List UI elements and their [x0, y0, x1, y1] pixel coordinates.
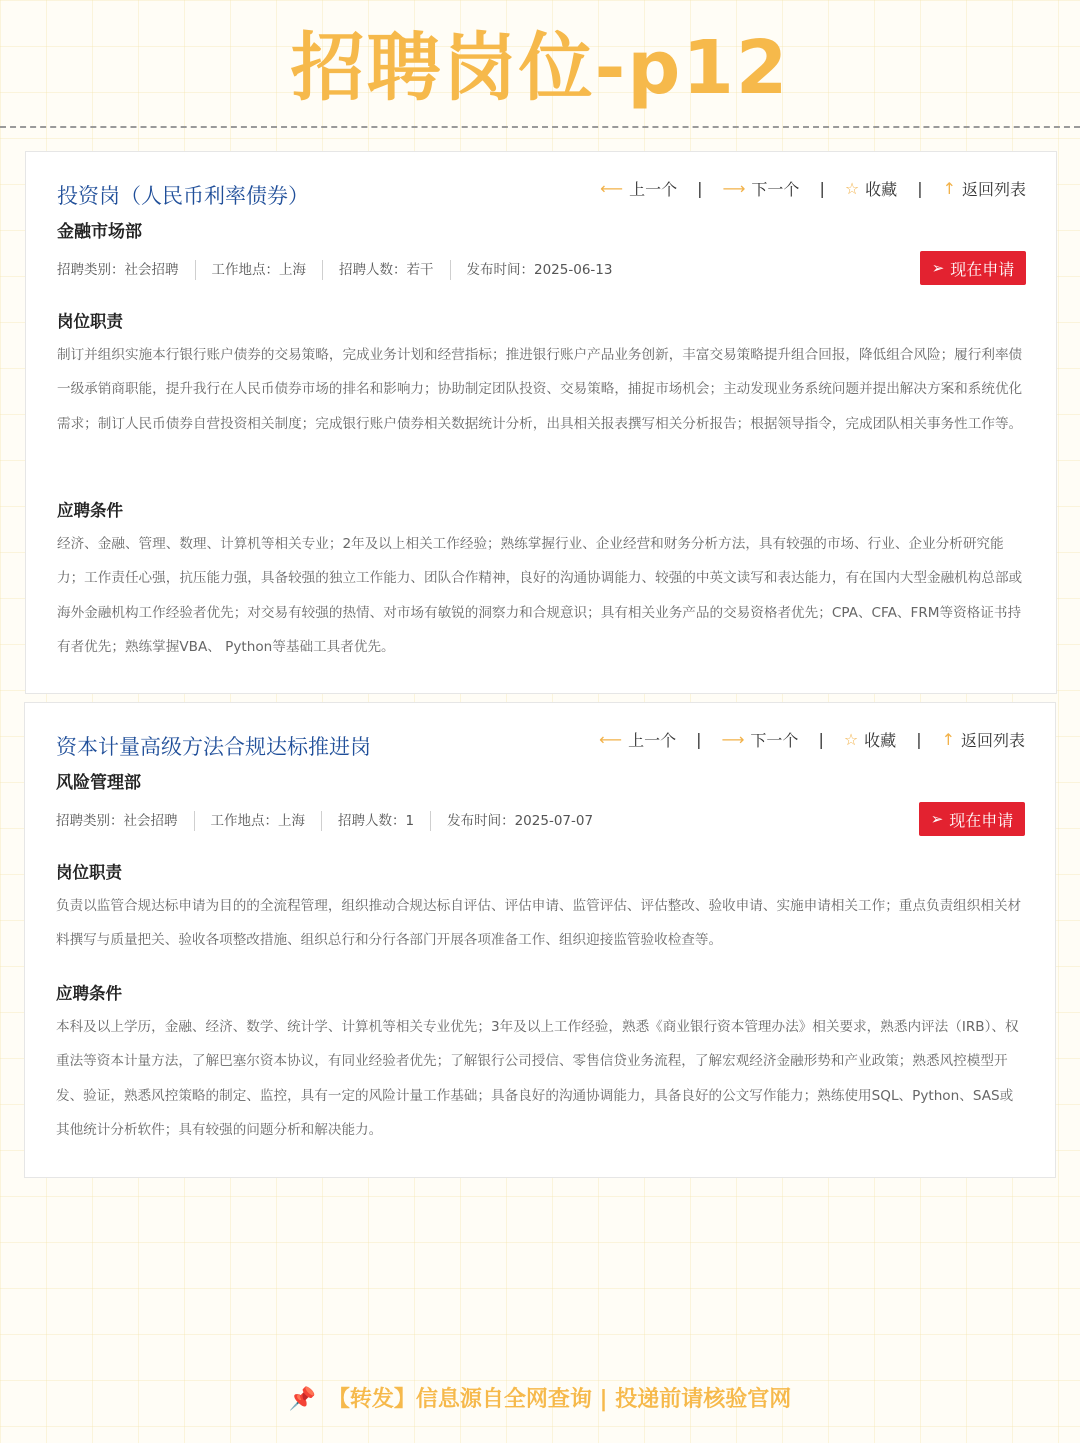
arrow-up-icon: ↑: [942, 178, 956, 198]
arrow-left-icon: ⟵: [599, 729, 623, 749]
page-title: 招聘岗位-p12: [290, 25, 790, 111]
paper-plane-icon: ➢: [931, 259, 945, 277]
arrow-right-icon: ⟶: [722, 178, 746, 198]
footer-notice: [0, 1380, 1080, 1420]
pushpin-icon: 📌: [288, 1387, 317, 1412]
paper-plane-icon: ➢: [930, 810, 944, 828]
department: 风险管理部: [56, 773, 141, 793]
footer-text: 【转发】信息源自全网查询 | 投递前请核验官网: [327, 1387, 792, 1412]
meta-headcount: 招聘人数：1: [321, 811, 430, 831]
favorite-link[interactable]: [845, 177, 897, 200]
nav-separator: |: [696, 729, 702, 749]
arrow-right-icon: ⟶: [721, 729, 745, 749]
apply-button[interactable]: [920, 251, 1026, 285]
duties-heading: 岗位职责: [56, 863, 122, 882]
next-link[interactable]: [721, 728, 798, 751]
job-card: [25, 151, 1057, 694]
nav-separator: |: [917, 178, 923, 198]
meta-headcount: 招聘人数：若干: [322, 260, 450, 280]
next-label: 下一个: [750, 730, 799, 750]
prev-link[interactable]: [599, 728, 676, 751]
arrow-left-icon: ⟵: [600, 178, 624, 198]
duties-text: 制订并组织实施本行银行账户债券的交易策略，完成业务计划和经营指标；推进银行账户产品业务创新，丰富交易策略提升组合回报，降低组合风险；履行利率债一级承销商职能，提升我行在人民币债券市场的排名和影响力；协助制定团队投资、交易策略，捕捉市场机会；主动发现业务系统问题并提出解决方案和系统优化需求；制订人民币债券自营投资相关制度；完成银行账户债券相关数据统计分析，出具相关报表撰写相关分析报告；根据领导指令，完成团队相关事务性工作等。: [57, 347, 1023, 432]
next-label: 下一个: [751, 179, 800, 199]
meta-location: 工作地点：上海: [195, 260, 323, 280]
duties-heading: 岗位职责: [57, 312, 123, 331]
back-to-list-link[interactable]: [943, 177, 1026, 200]
back-to-list-link[interactable]: [942, 728, 1025, 751]
requirements-text: 经济、金融、管理、数理、计算机等相关专业；2年及以上相关工作经验；熟练掌握行业、企业经营和财务分析方法，具有较强的市场、行业、企业分析研究能力；工作责任心强，抗压能力强，具备较强的独立工作能力、团队合作精神，良好的沟通协调能力、较强的中英文读写和表达能力，有在国内大型金融机构总部或海外金融机构工作经验者优先；对交易有较强的热情、对市场有敏锐的洞察力和合规意识；具有相关业务产品的交易资格者优先；CPA、CFA、FRM等资格证书持有者优先；熟练掌握VBA、 Python等基础工具者优先。: [57, 536, 1023, 656]
department: 金融市场部: [57, 222, 142, 242]
favorite-link[interactable]: [844, 728, 896, 751]
nav-separator: |: [819, 178, 825, 198]
meta-category: 招聘类别：社会招聘: [56, 813, 178, 829]
nav-separator: |: [818, 729, 824, 749]
requirements-text: 本科及以上学历，金融、经济、数学、统计学、计算机等相关专业优先；3年及以上工作经验，熟悉《商业银行资本管理办法》相关要求，熟悉内评法（IRB）、权重法等资本计量方法，了解巴塞尔资本协议，有同业经验者优先；了解银行公司授信、零售信贷业务流程，了解宏观经济金融形势和产业政策；熟悉风控模型开发、验证，熟悉风控策略的制定、监控，具有一定的风险计量工作基础；具备良好的沟通协调能力，具备良好的公文写作能力；熟练使用SQL、Python、SAS或其他统计分析软件；具有较强的问题分析和解决能力。: [56, 1019, 1019, 1139]
job-meta: [56, 809, 609, 833]
requirements-heading: 应聘条件: [57, 501, 123, 520]
arrow-up-icon: ↑: [941, 729, 955, 749]
job-meta: [57, 258, 628, 282]
apply-label: 现在申请: [949, 810, 1014, 830]
apply-label: 现在申请: [950, 259, 1015, 279]
star-icon: ☆: [843, 729, 859, 749]
requirements-heading: 应聘条件: [56, 984, 122, 1003]
next-link[interactable]: [722, 177, 799, 200]
nav-separator: |: [697, 178, 703, 198]
apply-button[interactable]: [919, 802, 1025, 836]
duties-text: 负责以监管合规达标申请为目的的全流程管理，组织推动合规达标自评估、评估申请、监管评估、评估整改、验收申请、实施申请相关工作；重点负责组织相关材料撰写与质量把关、验收各项整改措施、组织总行和分行各部门开展各项准备工作、组织迎接监管验收检查等。: [56, 898, 1022, 949]
job-nav: [599, 727, 1025, 751]
meta-published: 发布时间：2025-07-07: [430, 811, 609, 831]
job-title[interactable]: 资本计量高级方法合规达标推进岗: [56, 735, 371, 759]
job-nav: [600, 176, 1026, 200]
prev-label: 上一个: [628, 730, 677, 750]
favorite-label: 收藏: [865, 179, 898, 199]
nav-separator: |: [916, 729, 922, 749]
back-label: 返回列表: [960, 730, 1025, 750]
prev-label: 上一个: [629, 179, 678, 199]
meta-location: 工作地点：上海: [194, 811, 322, 831]
dashed-divider: [0, 126, 1080, 128]
star-icon: ☆: [844, 178, 860, 198]
meta-published: 发布时间：2025-06-13: [450, 260, 629, 280]
prev-link[interactable]: [600, 177, 677, 200]
job-card: [24, 702, 1056, 1178]
job-title[interactable]: 投资岗（人民币利率债券）: [57, 184, 309, 208]
favorite-label: 收藏: [864, 730, 897, 750]
back-label: 返回列表: [961, 179, 1026, 199]
meta-category: 招聘类别：社会招聘: [57, 262, 179, 278]
